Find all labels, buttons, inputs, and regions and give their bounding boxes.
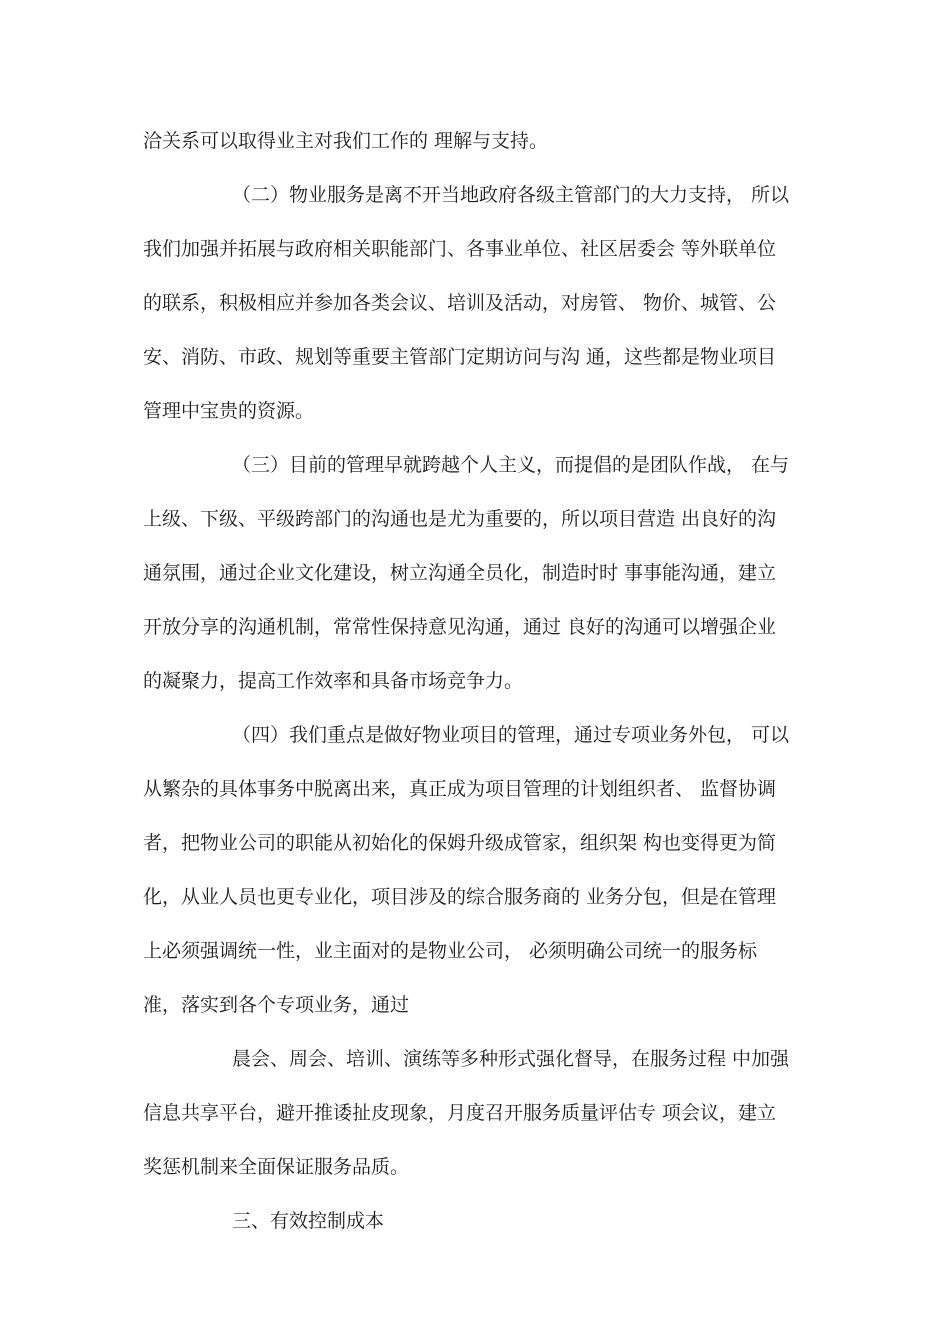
- section-heading: 三、有效控制成本: [232, 1210, 385, 1232]
- text-line: 上必须强调统一性，业主面对的是物业公司， 必须明确公司统一的服务标: [143, 940, 758, 962]
- text-line: 上级、下级、平级跨部门的沟通也是尤为重要的，所以项目营造 出良好的沟: [143, 508, 777, 530]
- text-line: 者，把物业公司的职能从初始化的保姆升级成管家，组织架 构也变得更为简: [143, 832, 777, 854]
- text-line: 开放分享的沟通机制，常常性保持意见沟通，通过 良好的沟通可以增强企业: [143, 616, 777, 638]
- paragraph-3-first-line: （三）目前的管理早就跨越个人主义，而提倡的是团队作战， 在与: [232, 454, 790, 476]
- paragraph-2-first-line: （二）物业服务是离不开当地政府各级主管部门的大力支持， 所以: [232, 184, 790, 206]
- text-line: 的凝聚力，提高工作效率和具备市场竞争力。: [143, 670, 524, 692]
- paragraph-5-first-line: 晨会、周会、培训、演练等多种形式强化督导，在服务过程 中加强: [232, 1048, 790, 1070]
- text-line: 化，从业人员也更专业化，项目涉及的综合服务商的 业务分包，但是在管理: [143, 886, 777, 908]
- text-line: 安、消防、市政、规划等重要主管部门定期访问与沟 通，这些都是物业项目: [143, 346, 777, 368]
- paragraph-4-first-line: （四）我们重点是做好物业项目的管理，通过专项业务外包， 可以: [232, 724, 790, 746]
- text-line: 洽关系可以取得业主对我们工作的 理解与支持。: [143, 130, 549, 152]
- text-line: 我们加强并拓展与政府相关职能部门、各事业单位、社区居委会 等外联单位: [143, 238, 777, 260]
- text-line: 通氛围，通过企业文化建设，树立沟通全员化，制造时时 事事能沟通，建立: [143, 562, 777, 584]
- text-line: 信息共享平台，避开推诿扯皮现象，月度召开服务质量评估专 项会议，建立: [143, 1102, 777, 1124]
- text-line: 的联系，积极相应并参加各类会议、培训及活动，对房管、 物价、城管、公: [143, 292, 777, 314]
- text-line: 从繁杂的具体事务中脱离出来，真正成为项目管理的计划组织者、 监督协调: [143, 778, 777, 800]
- text-line: 奖惩机制来全面保证服务品质。: [143, 1156, 410, 1178]
- text-line: 管理中宝贵的资源。: [143, 400, 315, 422]
- text-line: 准，落实到各个专项业务，通过: [143, 994, 410, 1016]
